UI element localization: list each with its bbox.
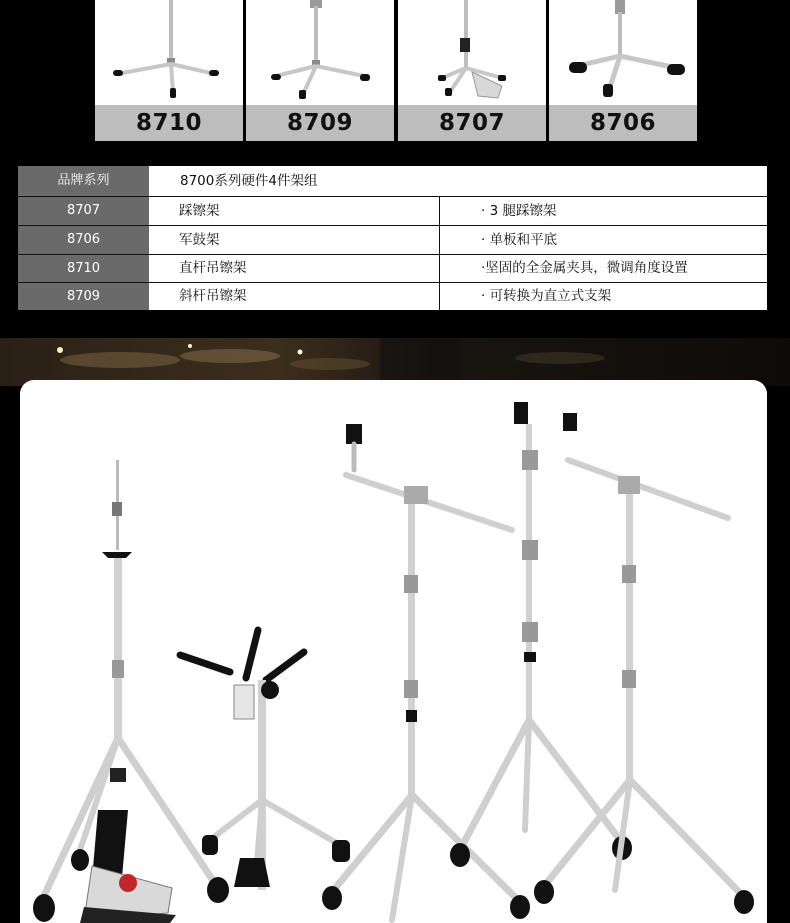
spec-row — [18, 197, 767, 225]
spec-header-value: 8700系列硬件4件架组 — [180, 173, 318, 189]
spec-feature: · 可转换为直立式支架 — [439, 283, 767, 310]
stand-model-label: 8707 — [398, 105, 546, 141]
stand-card-8709[interactable] — [246, 0, 394, 141]
hardware-set-photo — [20, 380, 767, 923]
stand-photo-8707 — [398, 0, 546, 105]
spec-row — [18, 255, 767, 282]
stand-photo-8710 — [95, 0, 243, 105]
spec-feature: · 3 腿踩镲架 — [439, 197, 767, 225]
spec-model: 8706 — [18, 226, 149, 254]
stand-card-8707[interactable] — [398, 0, 546, 141]
spec-table — [18, 166, 767, 310]
drum-kit-banner — [0, 338, 790, 386]
spec-row — [18, 283, 767, 310]
spec-name: 直杆吊镲架 — [179, 260, 247, 276]
stand-model-label: 8709 — [246, 105, 394, 141]
spec-name: 军鼓架 — [179, 232, 220, 248]
spec-model: 8709 — [18, 283, 149, 310]
spec-name: 踩镲架 — [179, 203, 220, 219]
spec-feature: · 单板和平底 — [439, 226, 767, 254]
spec-header-key: 品牌系列 — [18, 166, 149, 196]
hi-hat-pedal-icon — [119, 874, 137, 892]
stand-card-8710[interactable] — [95, 0, 243, 141]
stand-model-label: 8710 — [95, 105, 243, 141]
spec-header-row — [18, 166, 767, 196]
stand-photo-8709 — [246, 0, 394, 105]
spec-model: 8707 — [18, 197, 149, 225]
stand-card-8706[interactable] — [549, 0, 697, 141]
spec-feature: ·坚固的全金属夹具，微调角度设置 — [439, 255, 767, 282]
spec-row — [18, 226, 767, 254]
stand-model-label: 8706 — [549, 105, 697, 141]
spec-model: 8710 — [18, 255, 149, 282]
stand-photo-8706 — [549, 0, 697, 105]
product-strip — [95, 0, 695, 141]
spec-name: 斜杆吊镲架 — [179, 288, 247, 304]
